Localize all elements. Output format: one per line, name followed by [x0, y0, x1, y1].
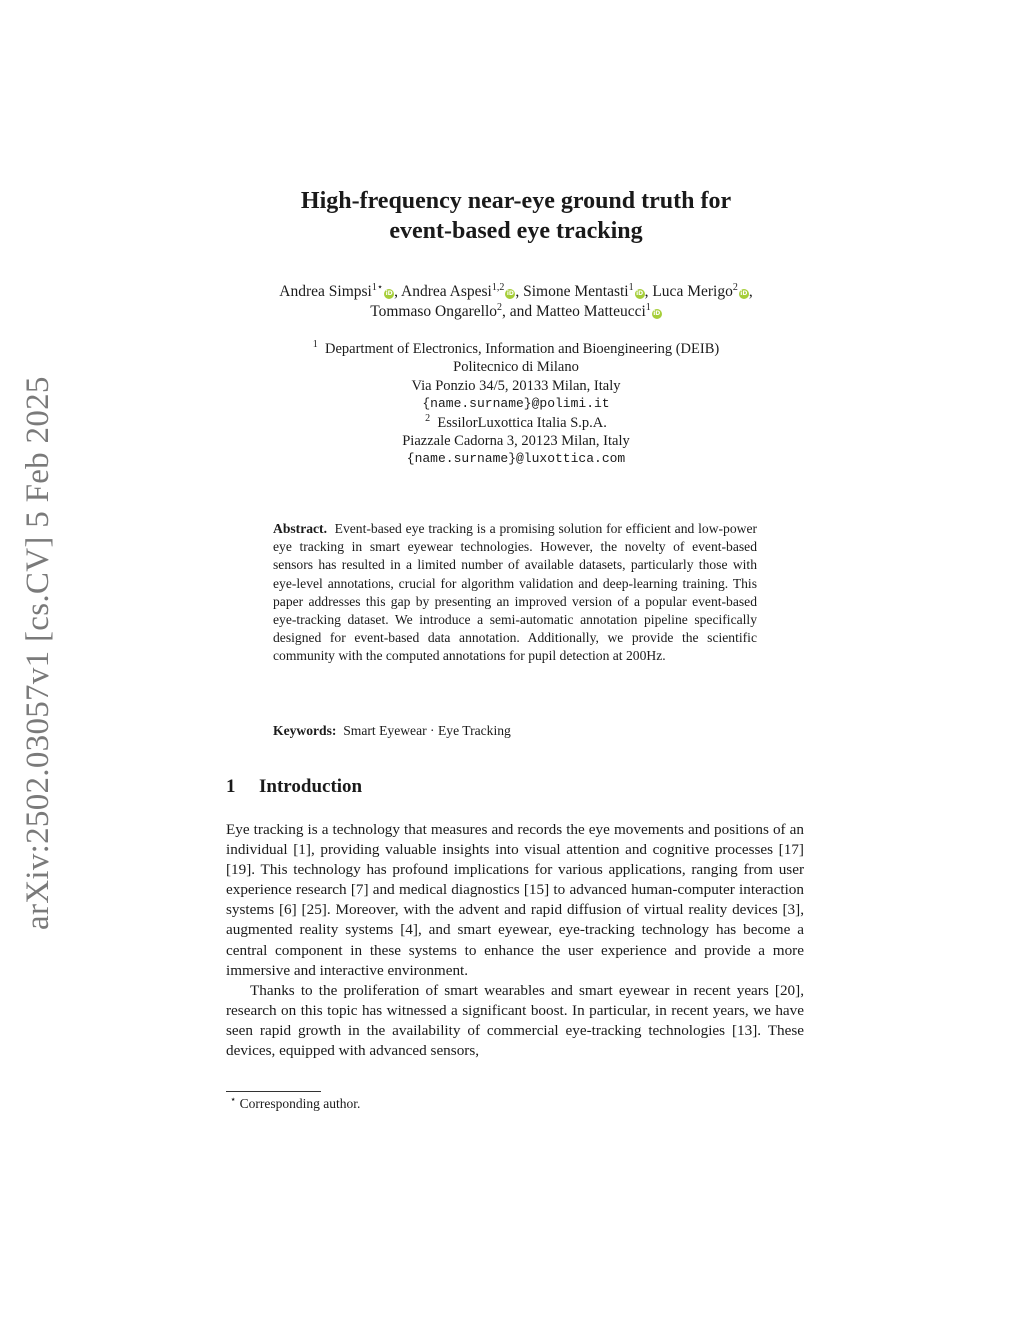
affiliation-mark: 2 [425, 412, 431, 424]
body-text [226, 820, 804, 1061]
orcid-icon[interactable]: iD [636, 290, 644, 297]
affiliation-1-line-2: Politecnico di Milano [453, 359, 579, 376]
affiliations [228, 340, 804, 469]
author-line-1: Andrea Simpsi$^{1⋆}$iD, Andrea Aspesi$^{1,2}$iD, Simone Mentasti$^1$iD, Luca Merigo$^2$iD, [279, 281, 753, 300]
author-affil-mark: 1 [628, 281, 634, 293]
orcid-icon[interactable]: iD [506, 290, 514, 297]
author-affil-mark: 1⋆ [371, 281, 384, 293]
affiliation-1-line-1: $^1$ Department of Electronics, Information and Bioengineering (DEIB) [312, 339, 720, 357]
author-affil-mark: 1 [645, 301, 651, 313]
footnote-mark: ⋆ [230, 1094, 237, 1106]
author-name: Tommaso Ongarello [370, 303, 497, 320]
author-list [200, 282, 832, 322]
orcid-icon[interactable]: iD [740, 290, 748, 297]
affiliation-mark: 1 [312, 339, 318, 351]
affiliation-2-line-1: $^2$ EssilorLuxottica Italia S.p.A. [425, 412, 607, 431]
author-name: Luca Merigo [652, 283, 733, 300]
footnote-divider [226, 1091, 321, 1092]
author-line-2: Tommaso Ongarello$^2$, and Matteo Matteucci$^1$iD [370, 301, 661, 320]
arxiv-identifier: arXiv:2502.03057v1 [cs.CV] 5 Feb 2025 [20, 376, 56, 930]
affiliation-2-email[interactable]: {name.surname}@luxottica.com [406, 451, 626, 467]
title-line-2: event-based eye tracking [389, 218, 643, 244]
author-name: Andrea Aspesi [401, 283, 492, 300]
author-name: Matteo Matteucci [536, 303, 646, 320]
abstract-label: Abstract. [273, 521, 327, 536]
keywords-label: Keywords: [273, 723, 337, 738]
author-affil-mark: 2 [497, 301, 502, 313]
affiliation-1-email[interactable]: {name.surname}@polimi.it [422, 396, 610, 412]
paragraph: Thanks to the proliferation of smart wearables and smart eyewear in recent years [20], research on this topic has witnessed a significant boost. In particular, in recent years, we have seen rapid growth in the availability of commercial eye-tracking technologies [13]. These devices, equipped with advanced sensors, [226, 981, 804, 1060]
author-name: Andrea Simpsi [279, 283, 372, 300]
abstract-text: Event-based eye tracking is a promising solution for efficient and low-power eye tracking in smart eyewear technologies. However, the novelty of event-based sensors has resulted in a limited number of available datasets, particularly those with eye-level annotations, crucial for algorithm validation and deep-learning training. This paper addresses this gap by presenting an improved version of a popular event-based eye-tracking dataset. We introduce a semi-automatic annotation pipeline specifically designed for event-based data annotation. Additionally, we provide the scientific community with the computed annotations for pupil detection at 200Hz. [273, 521, 758, 664]
section-title: Introduction [259, 776, 363, 797]
orcid-icon[interactable]: iD [653, 310, 661, 317]
title-line-1: High-frequency near-eye ground truth for [300, 188, 732, 214]
paragraph: Eye tracking is a technology that measures and records the eye movements and positions of an individual [1], providing valuable insights into visual attention and cognitive processes [17] [19]. This technology has profound implications for various applications, ranging from user experience research [7] and medical diagnostics [15] to advanced human-computer interaction systems [6] [25]. Moreover, with the advent and rapid diffusion of virtual reality devices [3], augmented reality systems [4], and smart eyewear, eye-tracking technology has become a central component in these systems to enhance the user experience and provide a more immersive and interactive environment. [226, 821, 804, 979]
section-number: 1 [226, 776, 236, 797]
author-affil-mark: 1,2 [491, 281, 505, 293]
abstract [273, 520, 757, 666]
footnote [230, 1095, 360, 1113]
author-affil-mark: 2 [732, 281, 738, 293]
author-name: Simone Mentasti [523, 283, 629, 300]
paper-title [228, 186, 804, 246]
affiliation-2-line-2: Piazzale Cadorna 3, 20123 Milan, Italy [402, 433, 630, 450]
orcid-icon[interactable]: iD [385, 290, 393, 297]
section-heading [226, 776, 362, 798]
keywords [273, 722, 757, 740]
affiliation-1-line-3: Via Ponzio 34/5, 20133 Milan, Italy [411, 377, 621, 394]
keywords-text: Smart Eyewear · Eye Tracking [343, 723, 511, 738]
footnote-text: Corresponding author. [239, 1096, 361, 1111]
